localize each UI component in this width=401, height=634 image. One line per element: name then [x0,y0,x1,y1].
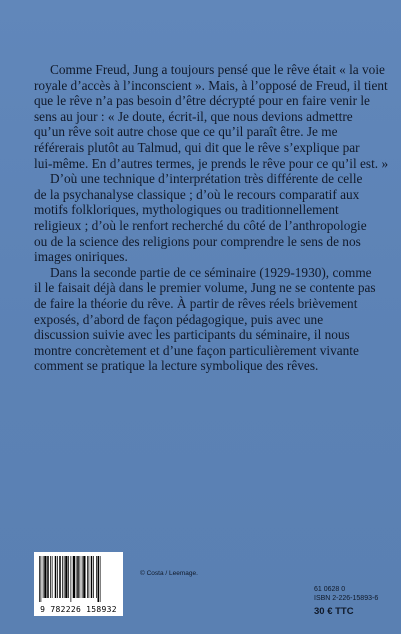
barcode-bar [55,556,57,598]
text-line: comment se pratique la lecture symbolique des rêves. [34,358,319,374]
text-line: discussion suivie avec les participants du séminaire, il nous [34,327,350,343]
barcode-bar [39,556,40,602]
barcode-bar [64,556,65,598]
text-line: ou de la science des religions pour comprendre le sens de nos [34,233,361,249]
text-line: de faire la théorie du rêve. À partir de rêves réels brièvement [34,295,358,311]
text-line: Dans la seconde partie de ce séminaire (1929-1930), comme [50,264,372,280]
text-line: référerais plutôt au Talmud, qui dit que le rêve s’explique par [34,139,360,155]
isbn: ISBN 2-226-15893-6 [314,595,379,602]
catalog-ref: 61 0628 0 [314,586,346,593]
price-block [314,585,379,617]
text-line: exposés, d’abord de façon pédagogique, puis avec une [34,311,324,327]
barcode-bar [87,556,88,598]
barcode-bar [43,556,44,598]
text-line: religieux ; d’où le renfort recherché du côté de l’anthropologie [34,217,367,233]
text-line: de la psychanalyse classique ; d’où le recours comparatif aux [34,186,360,202]
barcode-bar [68,556,69,598]
barcode-bar [98,556,100,602]
text-line: sens au jour : « Je doute, écrit-il, que nous devions admettre [34,108,353,124]
barcode-bar [89,556,90,598]
barcode-bar [65,556,67,598]
text-line: montre concrètement et d’une façon particulièrement vivante [34,342,359,358]
text-line: Comme Freud, Jung a toujours pensé que le rêve était « la voie [50,62,385,77]
text-line: lui-même. En d’autres termes, je prends le rêve pour ce qu’il est. » [34,155,389,171]
blurb-paragraph-3 [34,264,376,374]
photo-credit: © Costa / Leemage. [140,570,198,577]
text-line: motifs folkloriques, mythologiques ou traditionnellement [34,202,339,218]
barcode-bar [91,556,93,598]
barcode-bar [93,556,94,598]
text-line: royale d’accès à l’inconscient ». Mais, à l’opposé de Freud, il tient [34,77,388,93]
barcode-bar [47,556,49,598]
text-line: D’où une technique d’interprétation très différente de celle [50,171,363,187]
price: 30 € TTC [314,606,354,617]
barcode [34,552,123,616]
blurb-text [34,62,389,374]
barcode-bar [59,556,61,598]
barcode-bar [52,556,53,598]
barcode-bar [71,556,72,602]
barcode-bar [57,556,58,598]
barcode-bar [96,556,97,598]
text-line: qu’un rêve soit autre chose que ce qu’il paraît être. Je me [34,124,338,140]
barcode-bars [38,556,119,602]
text-line: que le rêve n’a pas besoin d’être décrypté pour en faire venir le [34,93,370,109]
barcode-bar [80,556,81,598]
barcode-bar [82,556,83,598]
barcode-bar [77,556,79,598]
text-line: il le faisait déjà dans le premier volume, Jung ne se contente pas [34,280,376,296]
barcode-bar [73,556,75,598]
barcode-bar [50,556,51,598]
barcode-bar [100,556,101,602]
barcode-bar [83,556,85,598]
blurb-paragraph-1 [34,62,389,171]
barcode-bar [41,556,42,602]
barcode-bar [76,556,77,598]
barcode-number: 9 782226 158932 [40,605,117,614]
barcode-bar [44,556,46,598]
barcode-bar [62,556,63,598]
blurb-paragraph-2 [34,171,372,265]
text-line: images oniriques. [34,249,128,265]
